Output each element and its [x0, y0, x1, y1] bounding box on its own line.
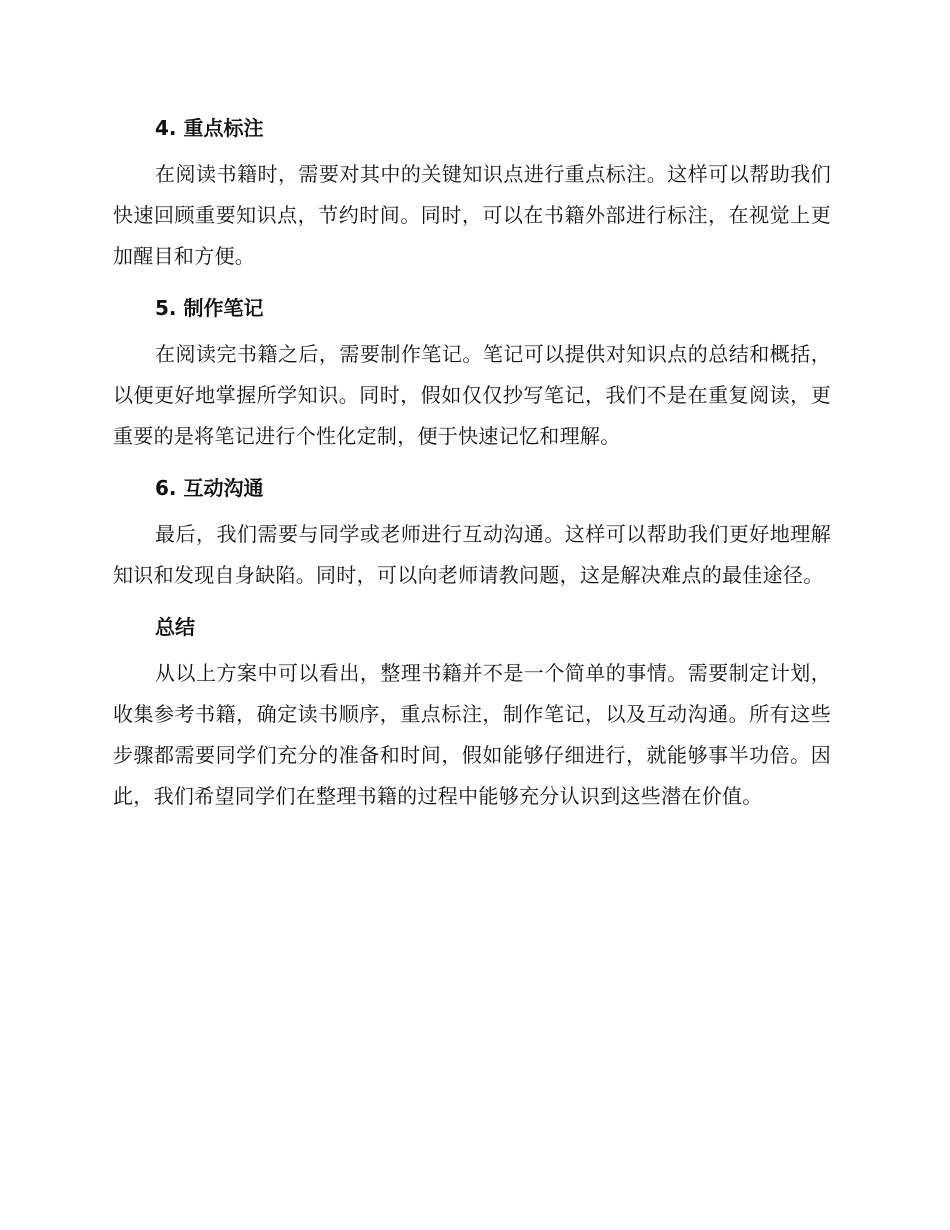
section-paragraph-notes: 在阅读完书籍之后，需要制作笔记。笔记可以提供对知识点的总结和概括，以便更好地掌握所学知识。同时，假如仅仅抄写笔记，我们不是在重复阅读，更重要的是将笔记进行个性化定制，便于快速记忆和理解。: [113, 342, 831, 448]
section-heading-key-marking: 4. 重点标注: [155, 116, 264, 140]
section-paragraph-communication: 最后，我们需要与同学或老师进行互动沟通。这样可以帮助我们更好地理解知识和发现自身缺陷。同时，可以向老师请教问题，这是解决难点的最佳途径。: [113, 522, 831, 587]
section-heading-summary: 总结: [155, 615, 195, 639]
document-content: [113, 108, 831, 828]
section-heading-communication: 6. 互动沟通: [155, 476, 264, 500]
section-heading-notes: 5. 制作笔记: [155, 296, 264, 320]
section-paragraph-summary: 从以上方案中可以看出，整理书籍并不是一个简单的事情。需要制定计划，收集参考书籍，确定读书顺序，重点标注，制作笔记，以及互动沟通。所有这些步骤都需要同学们充分的准备和时间，假如能够仔细进行，就能够事半功倍。因此，我们希望同学们在整理书籍的过程中能够充分认识到这些潜在价值。: [113, 661, 831, 808]
section-paragraph-key-marking: 在阅读书籍时，需要对其中的关键知识点进行重点标注。这样可以帮助我们快速回顾重要知识点，节约时间。同时，可以在书籍外部进行标注，在视觉上更加醒目和方便。: [113, 162, 831, 268]
